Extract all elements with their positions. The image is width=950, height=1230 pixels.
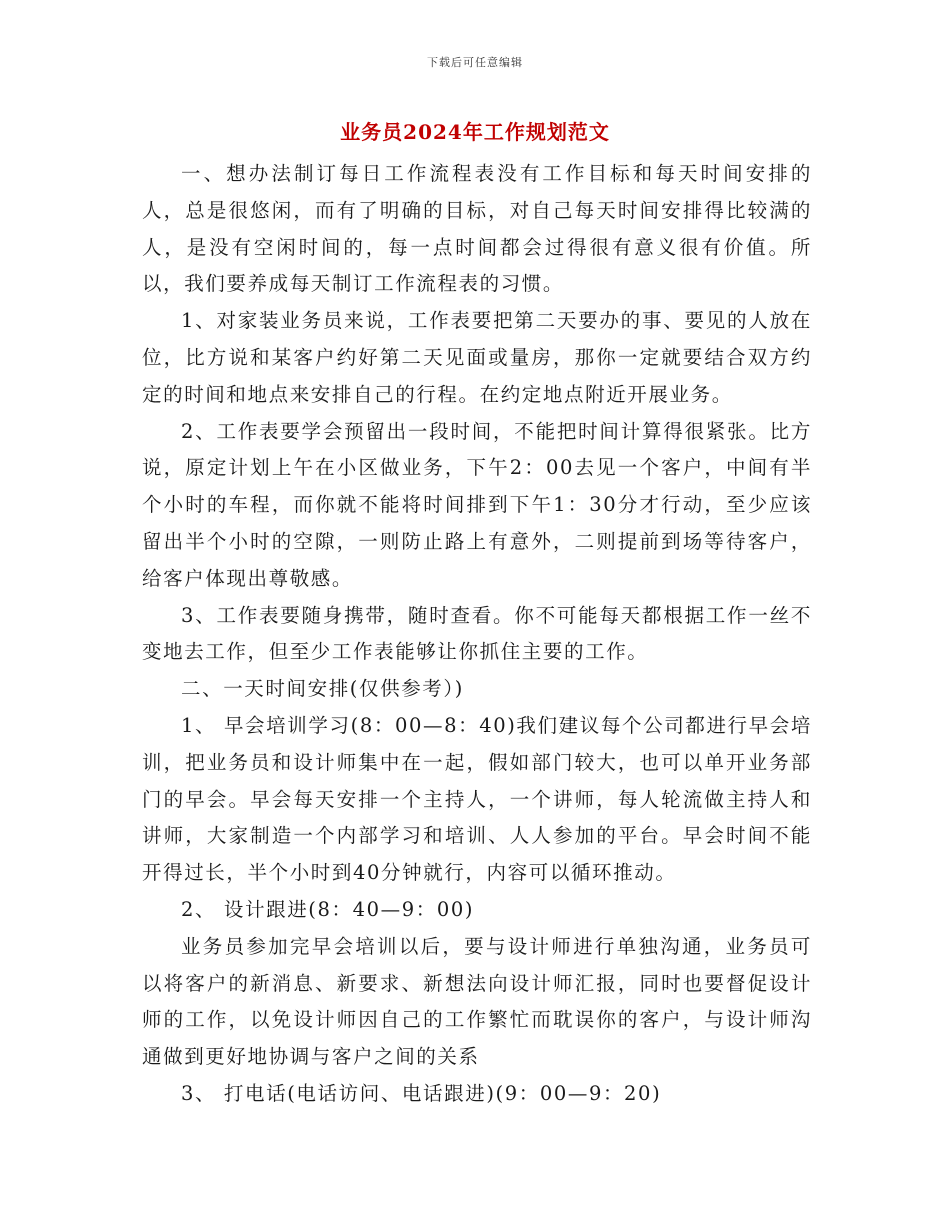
paragraph-design-followup-body: 业务员参加完早会培训以后，要与设计师进行单独沟通，业务员可以将客户的新消息、新要求、新想法向设计师汇报，同时也要督促设计师的工作，以免设计师因自己的工作繁忙而耽误你的客户，与设计师沟通做到更好地协调与客户之间的关系 — [142, 934, 812, 1069]
paragraph-morning-meeting: 1、 早会培训学习(8：00—8：40)我们建议每个公司都进行早会培训，把业务员和设计师集中在一起，假如部门较大，也可以单开业务部门的早会。早会每天安排一个主持人，一个讲师，每人轮流做主持人和讲师，大家制造一个内部学习和培训、人人参加的平台。早会时间不能开得过长，半个小时到40分钟就行，内容可以循环推动。 — [142, 713, 812, 885]
paragraph-design-followup-heading: 2、 设计跟进(8：40—9：00) — [181, 897, 475, 921]
paragraph-section-two: 二、一天时间安排(仅供参考）) — [181, 677, 464, 701]
paragraph-item-1: 1、对家装业务员来说，工作表要把第二天要办的事、要见的人放在位，比方说和某客户约好第二天见面或量房，那你一定就要结合双方约定的时间和地点来安排自己的行程。在约定地点附近开展业务。 — [142, 309, 812, 406]
paragraph-section-one: 一、想办法制订每日工作流程表没有工作目标和每天时间安排的人，总是很悠闲，而有了明确的目标，对自己每天时间安排得比较满的人，是没有空闲时间的，每一点时间都会过得很有意义很有价值。所以，我们要养成每天制订工作流程表的习惯。 — [142, 162, 812, 296]
paragraph-item-2: 2、工作表要学会预留出一段时间，不能把时间计算得很紧张。比方说，原定计划上午在小区做业务，下午2：00去见一个客户，中间有半个小时的车程，而你就不能将时间排到下午1：30分才行动，至少应该留出半个小时的空隙，一则防止路上有意外，二则提前到场等待客户，给客户体现出尊敬感。 — [142, 419, 812, 590]
paragraph-phone-calls-heading: 3、 打电话(电话访问、电话跟进)(9：00—9：20) — [181, 1081, 662, 1105]
header-note: 下载后可任意编辑 — [427, 56, 523, 69]
document-title: 业务员2024年工作规划范文 — [340, 120, 610, 144]
paragraph-item-3: 3、工作表要随身携带，随时查看。你不可能每天都根据工作一丝不变地去工作，但至少工作表能够让你抓住主要的工作。 — [142, 603, 812, 664]
document-body — [142, 156, 812, 1113]
